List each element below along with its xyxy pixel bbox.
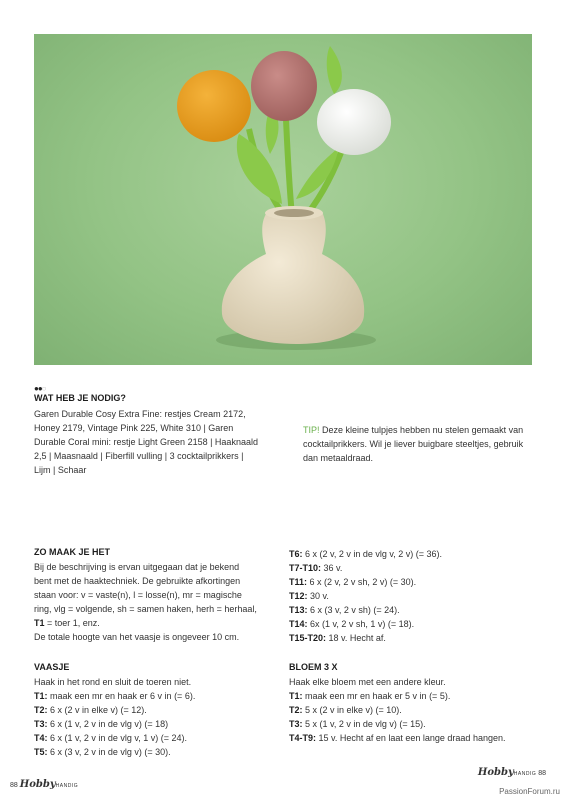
row-text: 6 x (3 v, 2 v in de vlg v) (= 30).: [47, 747, 171, 757]
vase-row: [289, 561, 539, 575]
brand-logo: [20, 779, 78, 790]
brand-logo: [478, 767, 536, 778]
brand-subtitle: HANDIG: [55, 783, 79, 789]
row-label: T4:: [34, 733, 48, 743]
row-text: 5 x (1 v, 2 v in de vlg v) (= 15).: [302, 719, 426, 729]
row-text: 6 x (2 v in elke v) (= 12).: [47, 705, 147, 715]
footer-right: [478, 767, 546, 778]
flower-row: [289, 689, 549, 703]
row-label: T14:: [289, 619, 308, 629]
vase-row: [289, 603, 539, 617]
vase-row: [34, 703, 284, 717]
materials-line: Garen Durable Cosy Extra Fine: restjes Cream 2172,: [34, 409, 246, 419]
row-label: T1:: [289, 691, 303, 701]
row-text: maak een mr en haak er 6 v in (= 6).: [47, 691, 196, 701]
tip-line: dan metaaldraad.: [303, 453, 374, 463]
difficulty-rating: [34, 384, 46, 393]
vase-row: [34, 689, 284, 703]
vase-row: [289, 617, 539, 631]
vase-row: [289, 631, 539, 645]
difficulty-filled: ●●: [34, 384, 42, 393]
flower-section: [289, 662, 549, 745]
row-text: 6 x (1 v, 2 v in de vlg v) (= 18): [47, 719, 169, 729]
row-text: 6 x (1 v, 2 v in de vlg v, 1 v) (= 24).: [47, 733, 187, 743]
row-label: T5:: [34, 747, 48, 757]
howto-line: Bij de beschrijving is ervan uitgegaan dat je bekend: [34, 562, 240, 572]
materials-line: Lijm | Schaar: [34, 465, 87, 475]
row-text: 5 x (2 v in elke v) (= 10).: [302, 705, 402, 715]
flower-title: BLOEM 3 X: [289, 662, 338, 672]
row-text: maak een mr en haak er 5 v in (= 5).: [302, 691, 451, 701]
row-text: 6 x (3 v, 2 v sh) (= 24).: [307, 605, 400, 615]
row-text: 6 x (2 v, 2 v sh, 2 v) (= 30).: [307, 577, 417, 587]
flower-row: [289, 703, 549, 717]
vase-row: [34, 731, 284, 745]
howto-title: ZO MAAK JE HET: [34, 547, 111, 557]
materials-section: [34, 393, 284, 477]
watermark: PassionForum.ru: [499, 787, 560, 796]
row-label: T12:: [289, 591, 308, 601]
tip-line: cocktailprikkers. Wil je liever buigbare steeltjes, gebruik: [303, 439, 524, 449]
page-number: 88: [538, 770, 546, 777]
row-text: 36 v.: [321, 563, 343, 573]
crochet-tulips-illustration: [34, 34, 532, 365]
row-text: 15 v. Hecht af en laat een lange draad hangen.: [316, 733, 506, 743]
row-text: 18 v. Hecht af.: [326, 633, 386, 643]
row-label: T3:: [34, 719, 48, 729]
vase-continued-section: [289, 547, 539, 645]
footer-left: [10, 779, 78, 790]
vase-row: [289, 589, 539, 603]
howto-height-line: De totale hoogte van het vaasje is ongeveer 10 cm.: [34, 632, 240, 642]
page-number: 88: [10, 782, 18, 789]
tip-box: [303, 423, 543, 465]
row-label: T1: [34, 618, 45, 628]
howto-line: staan voor: v = vaste(n), l = losse(n), mr = magische: [34, 590, 242, 600]
materials-line: Durable Coral mini: restje Light Green 2158 | Haaknaald: [34, 437, 258, 447]
materials-title: WAT HEB JE NODIG?: [34, 393, 126, 403]
row-label: T1:: [34, 691, 48, 701]
vase-row: [34, 717, 284, 731]
vase-intro: Haak in het rond en sluit de toeren niet.: [34, 677, 192, 687]
row-text: 6x (1 v, 2 v sh, 1 v) (= 18).: [307, 619, 415, 629]
difficulty-empty: ○: [41, 384, 46, 393]
row-label: T15-T20:: [289, 633, 327, 643]
howto-line: ring, vlg = volgende, sh = samen haken, herh = herhaal,: [34, 604, 257, 614]
materials-line: Honey 2179, Vintage Pink 225, White 310 | Garen: [34, 423, 234, 433]
row-label: T6:: [289, 549, 303, 559]
vase-row: [34, 745, 284, 759]
row-text: = toer 1, enz.: [44, 618, 100, 628]
row-label: T2:: [289, 705, 303, 715]
product-photo: [34, 34, 532, 365]
brand-name: Hobby: [19, 779, 56, 790]
row-label: T2:: [34, 705, 48, 715]
row-label: T3:: [289, 719, 303, 729]
row-label: T13:: [289, 605, 308, 615]
vase-row: [289, 547, 539, 561]
row-text: 6 x (2 v, 2 v in de vlg v, 2 v) (= 36).: [302, 549, 442, 559]
flower-row: [289, 731, 549, 745]
tip-line: Deze kleine tulpjes hebben nu stelen gemaakt van: [319, 425, 524, 435]
row-label: T11:: [289, 577, 308, 587]
row-text: 30 v.: [307, 591, 329, 601]
brand-subtitle: HANDIG: [513, 771, 537, 777]
howto-t1-line: [34, 616, 284, 630]
flower-intro: Haak elke bloem met een andere kleur.: [289, 677, 446, 687]
vase-section: [34, 662, 284, 759]
howto-section: [34, 547, 284, 644]
materials-line: 2,5 | Maasnaald | Fiberfill vulling | 3 cocktailprikkers |: [34, 451, 244, 461]
tip-label: TIP!: [303, 425, 320, 435]
vase-row: [289, 575, 539, 589]
vase-title: VAASJE: [34, 662, 70, 672]
row-label: T7-T10:: [289, 563, 322, 573]
brand-name: Hobby: [477, 767, 514, 778]
row-label: T4-T9:: [289, 733, 316, 743]
flower-row: [289, 717, 549, 731]
howto-line: bent met de haaktechniek. De gebruikte afkortingen: [34, 576, 241, 586]
